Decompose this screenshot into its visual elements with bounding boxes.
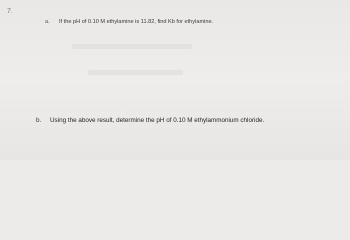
bleed-through-mark bbox=[88, 70, 183, 75]
question-part-b bbox=[36, 117, 264, 124]
part-a-letter: a. bbox=[45, 19, 50, 25]
question-part-a bbox=[45, 19, 213, 25]
part-a-text: If the pH of 0.10 M ethylamine is 11.82, find Kb for ethylamine. bbox=[59, 19, 214, 25]
bleed-through-mark bbox=[72, 44, 192, 49]
question-number: 7. bbox=[7, 8, 13, 15]
part-b-letter: b. bbox=[36, 117, 42, 124]
part-b-text: Using the above result, determine the pH of 0.10 M ethylammonium chloride. bbox=[50, 117, 265, 124]
